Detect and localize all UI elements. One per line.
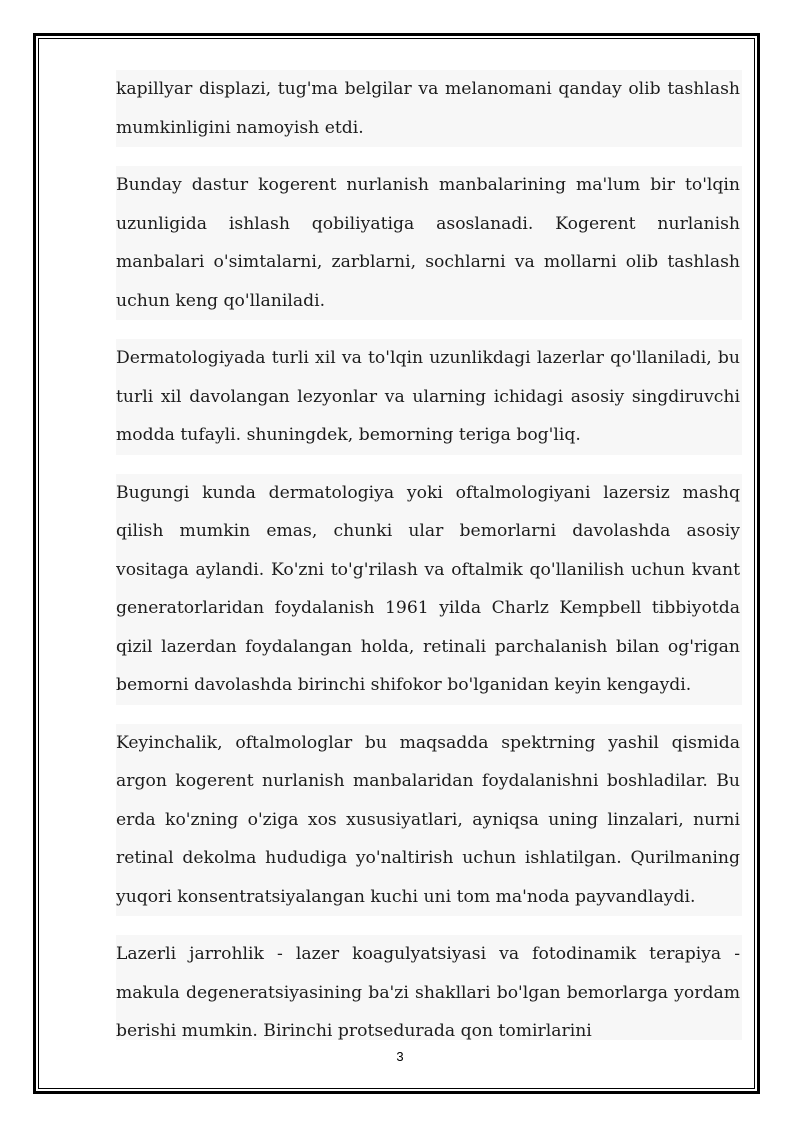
paragraph: Dermatologiyada turli xil va to'lqin uzunlikdagi lazerlar qo'llaniladi, bu turli xil davolangan lezyonlar va ularning ichidagi asosiy singdiruvchi modda tufayli. shuningdek, bemorning teriga bog'liq. (116, 339, 742, 455)
paragraph: Lazerli jarrohlik - lazer koagulyatsiyasi va fotodinamik terapiya - makula degeneratsiyasining ba'zi shakllari bo'lgan bemorlarga yordam berishi mumkin. Birinchi protsedurada qon tomirlarini (116, 935, 742, 1040)
paragraph: kapillyar displazi, tug'ma belgilar va melanomani qanday olib tashlash mumkinligini namoyish etdi. (116, 70, 742, 147)
document-body (116, 70, 742, 1040)
paragraph: Keyinchalik, oftalmologlar bu maqsadda spektrning yashil qismida argon kogerent nurlanish manbalaridan foydalanishni boshladilar. Bu erda ko'zning o'ziga xos xususiyatlari, ayniqsa uning linzalari, nurni retinal dekolma hududiga yo'naltirish uchun ishlatilgan. Qurilmaning yuqori konsentratsiyalangan kuchi uni tom ma'noda payvandlaydi. (116, 724, 742, 917)
paragraph: Bunday dastur kogerent nurlanish manbalarining ma'lum bir to'lqin uzunligida ishlash qobiliyatiga asoslanadi. Kogerent nurlanish manbalari o'simtalarni, zarblarni, sochlarni va mollarni olib tashlash uchun keng qo'llaniladi. (116, 166, 742, 320)
paragraph: Bugungi kunda dermatologiya yoki oftalmologiyani lazersiz mashq qilish mumkin emas, chunki ular bemorlarni davolashda asosiy vositaga aylandi. Ko'zni to'g'rilash va oftalmik qo'llanilish uchun kvant generatorlaridan foydalanish 1961 yilda Charlz Kempbell tibbiyotda qizil lazerdan foydalangan holda, retinali parchalanish bilan og'rigan bemorni davolashda birinchi shifokor bo'lganidan keyin kengaydi. (116, 474, 742, 705)
page-number: 3 (396, 1049, 404, 1064)
